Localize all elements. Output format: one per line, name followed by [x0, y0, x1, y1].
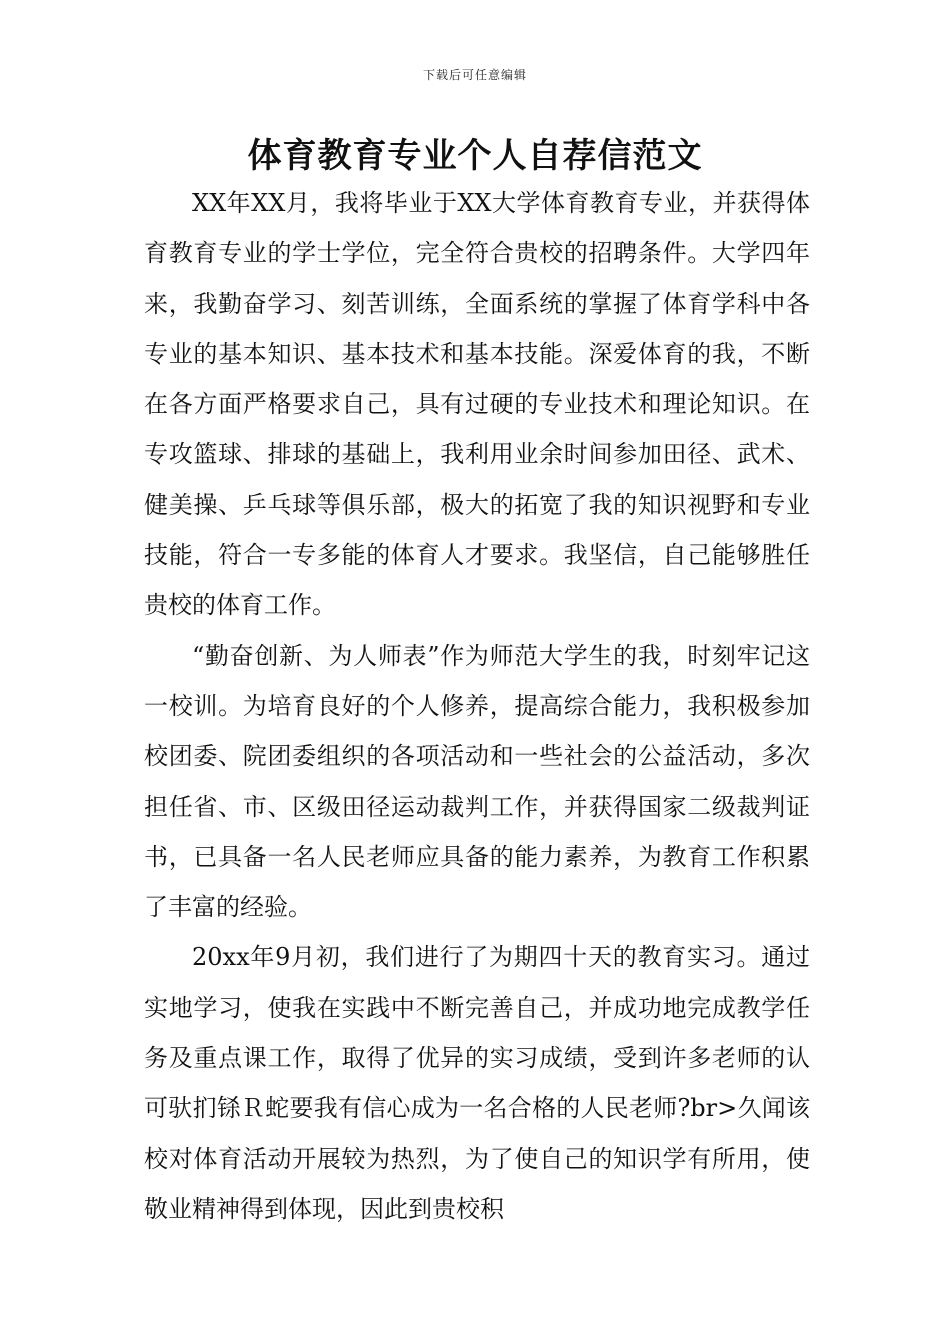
paragraph-2: “勤奋创新、为人师表”作为师范大学生的我，时刻牢记这一校训。为培育良好的个人修养，提高综合能力，我积极参加校团委、院团委组织的各项活动和一些社会的公益活动，多次担任省、市、区级田径运动裁判工作，并获得国家二级裁判证书，已具备一名人民老师应具备的能力素养，为教育工作积累了丰富的经验。 [144, 641, 810, 922]
header-note: 下载后可任意编辑 [422, 68, 527, 82]
paragraph-3: 20xx年9月初，我们进行了为期四十天的教育实习。通过实地学习，使我在实践中不断完善自己，并成功地完成教学任务及重点课工作，取得了优异的实习成绩，受到许多老师的认可驮扪铩Ｒ蛇要我有信心成为一名合格的人民老师?br>久闻该校对体育活动开展较为热烈，为了使自己的知识学有所用，使敬业精神得到体现，因此到贵校积 [144, 943, 810, 1223]
document-title: 体育教育专业个人自荐信范文 [247, 136, 703, 176]
document-body [144, 178, 810, 1234]
paragraph-1: XX年XX月，我将毕业于XX大学体育教育专业，并获得体育教育专业的学士学位，完全符合贵校的招聘条件。大学四年来，我勤奋学习、刻苦训练，全面系统的掌握了体育学科中各专业的基本知识、基本技术和基本技能。深爱体育的我，不断在各方面严格要求自己，具有过硬的专业技术和理论知识。在专攻篮球、排球的基础上，我利用业余时间参加田径、武术、健美操、乒乓球等俱乐部，极大的拓宽了我的知识视野和专业技能，符合一专多能的体育人才要求。我坚信，自己能够胜任贵校的体育工作。 [144, 189, 810, 620]
